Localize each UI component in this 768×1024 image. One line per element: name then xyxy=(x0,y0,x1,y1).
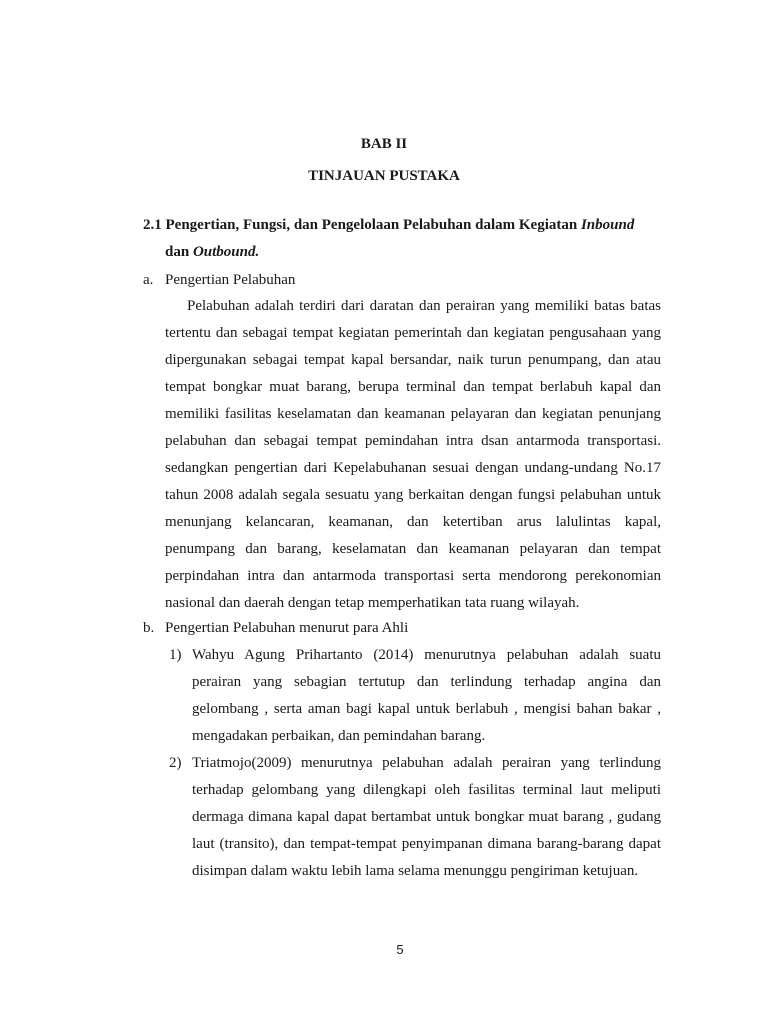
sub-item-1-marker: 1) xyxy=(169,647,182,663)
section-heading-outbound: Outbound. xyxy=(192,244,260,260)
paragraph-line: Triatmojo(2009) menurutnya pelabuhan adalah perairan yang terlindung xyxy=(192,755,661,771)
paragraph-line: dipergunakan sebagai tempat kapal bersandar, naik turun penumpang, dan atau xyxy=(165,352,661,368)
paragraph-line: tahun 2008 adalah segala sesuatu yang berkaitan dengan fungsi pelabuhan untuk xyxy=(165,487,661,503)
sub-item-2-text xyxy=(192,750,661,885)
paragraph-line: memiliki fasilitas keselamatan dan keamanan pelayaran dan kegiatan penunjang xyxy=(165,406,661,422)
item-b-marker: b. xyxy=(143,620,155,636)
paragraph-line: menunjang kelancaran, keamanan, dan ketertiban arus lalulintas kapal, xyxy=(165,514,661,530)
paragraph-line: mengadakan perbaikan, dan pemindahan barang. xyxy=(192,728,486,744)
paragraph-line: terhadap gelombang yang dilengkapi oleh fasilitas terminal laut meliputi xyxy=(192,782,661,798)
chapter-number: BAB II xyxy=(360,136,408,152)
paragraph-line: tempat bongkar muat barang, berupa terminal dan tempat berlabuh kapal dan xyxy=(165,379,661,395)
item-b-heading xyxy=(143,615,408,642)
paragraph-line: pelabuhan dan sebagai tempat pemindahan intra dsan antarmoda transportasi. xyxy=(165,433,661,449)
chapter-title: TINJAUAN PUSTAKA xyxy=(308,168,460,184)
paragraph-line: tertentu dan sebagai tempat kegiatan pemerintah dan kegiatan pengusahaan yang xyxy=(165,325,661,341)
paragraph-line: nasional dan daerah dengan tetap memperhatikan tata ruang wilayah. xyxy=(165,595,580,611)
paragraph-line: perpindahan intra dan antarmoda transportasi serta mendorong perekonomian xyxy=(165,568,661,584)
item-a-heading-text: Pengertian Pelabuhan xyxy=(165,272,296,288)
section-heading xyxy=(143,212,663,266)
sub-item-1-text xyxy=(192,642,661,750)
sub-item-2-marker: 2) xyxy=(169,755,182,771)
paragraph-line: Wahyu Agung Prihartanto (2014) menurutnya pelabuhan adalah suatu xyxy=(192,647,661,663)
item-a-heading xyxy=(143,267,295,294)
page-number: 5 xyxy=(396,942,404,957)
paragraph-line: gelombang , serta aman bagi kapal untuk berlabuh , mengisi bahan bakar , xyxy=(192,701,661,717)
paragraph-line: laut (transito), dan tempat-tempat penyimpanan dimana barang-barang dapat xyxy=(192,836,661,852)
paragraph-line: penumpang dan barang, keselamatan dan keamanan pelayaran dan tempat xyxy=(165,541,661,557)
item-a-paragraph xyxy=(165,293,661,617)
paragraph-line: sedangkan pengertian dari Kepelabuhanan sesuai dengan undang-undang No.17 xyxy=(165,460,661,476)
item-a-marker: a. xyxy=(143,272,154,288)
section-heading-text: 2.1 Pengertian, Fungsi, dan Pengelolaan Pelabuhan dalam Kegiatan xyxy=(143,217,581,233)
section-heading-line2 xyxy=(143,239,663,266)
item-b-heading-text: Pengertian Pelabuhan menurut para Ahli xyxy=(165,620,409,636)
paragraph-line: dermaga dimana kapal dapat bertambat untuk bongkar muat barang , gudang xyxy=(192,809,661,825)
section-heading-inbound: Inbound xyxy=(580,217,635,233)
paragraph-line: Pelabuhan adalah terdiri dari daratan dan perairan yang memiliki batas batas xyxy=(187,298,661,314)
paragraph-line: disimpan dalam waktu lebih lama selama menunggu pengiriman ketujuan. xyxy=(192,863,639,879)
section-heading-dan: dan xyxy=(165,244,193,260)
paragraph-line: perairan yang sebagian tertutup dan terlindung terhadap angina dan xyxy=(192,674,661,690)
